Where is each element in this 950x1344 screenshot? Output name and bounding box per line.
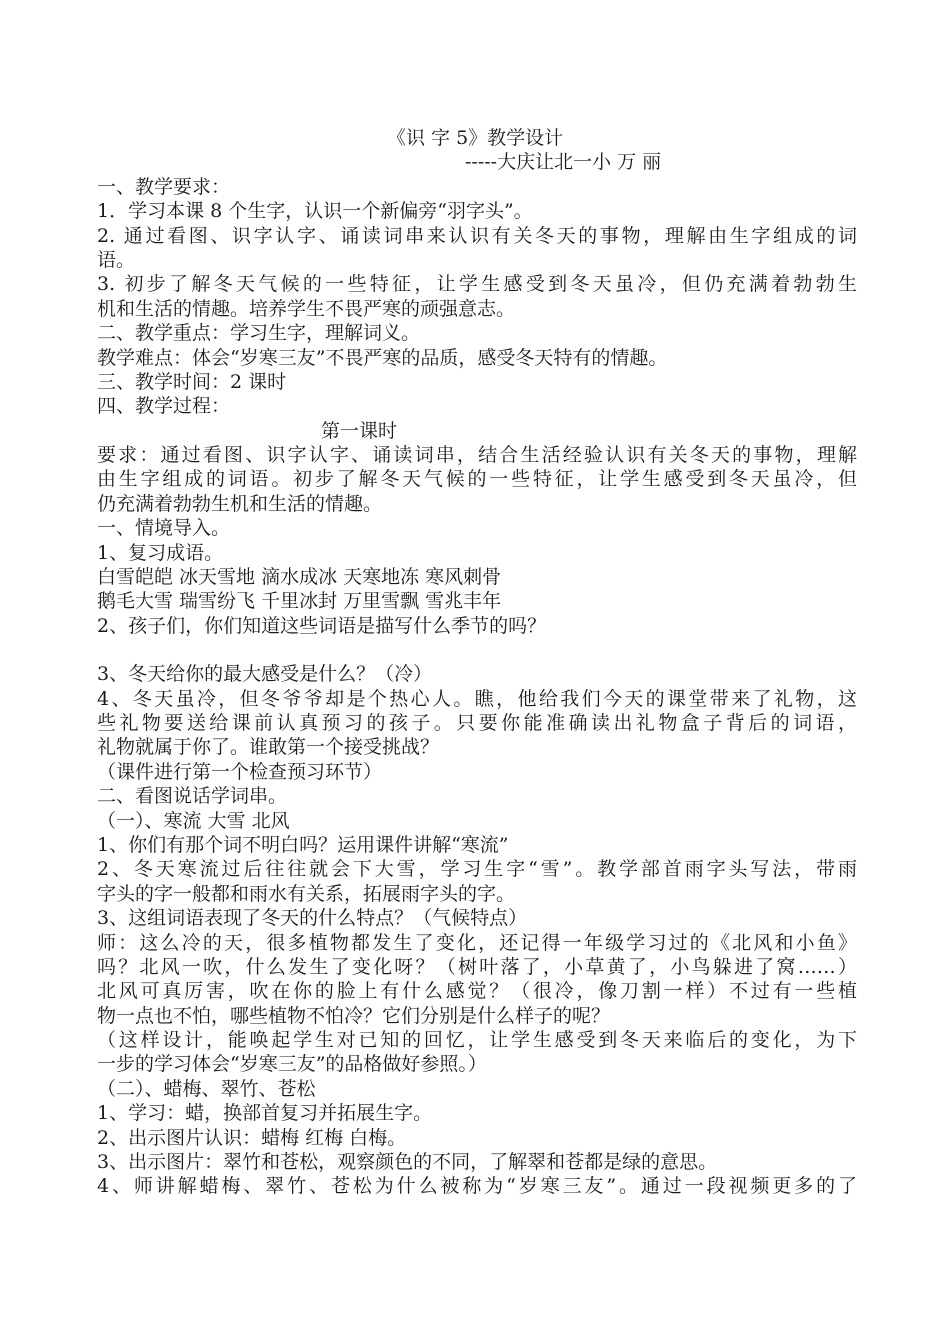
document-body — [97, 126, 857, 1199]
text-line: （这样设计，能唤起学生对已知的回忆，让学生感受到冬天来临后的变化，为下 — [97, 1029, 857, 1052]
text-line: 2. 通过看图、识字认字、诵读词串来认识有关冬天的事物，理解由生字组成的词 — [97, 224, 857, 247]
subsection-heading: （二）、蜡梅、翠竹、苍松 — [97, 1077, 316, 1100]
text-line: 1、你们有那个词不明白吗？运用课件讲解“寒流” — [97, 833, 509, 856]
text-line: 1、复习成语。 — [97, 541, 224, 564]
subsection-heading: （一）、寒流 大雪 北风 — [97, 809, 290, 832]
text-line: 2、孩子们，你们知道这些词语是描写什么季节的吗？ — [97, 614, 547, 637]
text-line: 吗？北风一吹，什么发生了变化呀？（树叶落了，小草黄了，小鸟躲进了窝……） — [97, 955, 857, 978]
text-line: 北风可真厉害，吹在你的脸上有什么感觉？（很冷，像刀割一样）不过有一些植 — [97, 980, 857, 1003]
text-line: 一步的学习体会“岁寒三友”的品格做好参照。） — [97, 1053, 487, 1076]
blank-line — [97, 638, 857, 662]
text-line: 要求：通过看图、识字认字、诵读词串，结合生活经验认识有关冬天的事物，理解 — [97, 444, 857, 467]
section-heading: 四、教学过程： — [97, 395, 231, 418]
text-line: 4、师讲解蜡梅、翠竹、苍松为什么被称为“岁寒三友”。通过一段视频更多的了 — [97, 1175, 857, 1198]
text-line: 3. 初步了解冬天气候的一些特征，让学生感受到冬天虽冷，但仍充满着勃勃生 — [97, 273, 857, 296]
text-line: 3、出示图片：翠竹和苍松，观察颜色的不同，了解翠和苍都是绿的意思。 — [97, 1151, 718, 1174]
text-line: 机和生活的情趣。培养学生不畏严寒的顽强意志。 — [97, 297, 516, 320]
lesson-heading: 第一课时 — [321, 419, 398, 442]
section-heading: 一、教学要求： — [97, 175, 231, 198]
text-line: 1、学习：蜡，换部首复习并拓展生字。 — [97, 1102, 433, 1125]
section-heading: 二、看图说话学词串。 — [97, 785, 288, 808]
text-line: 语。 — [97, 248, 136, 271]
text-line: 3、这组词语表现了冬天的什么特点？（气候特点） — [97, 907, 528, 930]
text-line: 字头的字一般都和雨水有关系，拓展雨字头的字。 — [97, 882, 516, 905]
document-title: 《识 字 5》教学设计 — [387, 127, 564, 149]
text-line: 仍充满着勃勃生机和生活的情趣。 — [97, 492, 383, 515]
text-line: 些礼物要送给课前认真预习的孩子。只要你能准确读出礼物盒子背后的词语， — [97, 711, 857, 734]
text-line: 3、冬天给你的最大感受是什么？（冷） — [97, 663, 433, 686]
text-line: 2、冬天寒流过后往往就会下大雪，学习生字“雪”。教学部首雨字头写法，带雨 — [97, 858, 857, 881]
text-line: 物一点也不怕，哪些植物不怕冷？它们分别是什么样子的呢？ — [97, 1004, 611, 1027]
text-line: 师：这么冷的天，很多植物都发生了变化，还记得一年级学习过的《北风和小鱼》 — [97, 931, 857, 954]
text-line: 2、出示图片认识：蜡梅 红梅 白梅。 — [97, 1126, 407, 1149]
text-line: 4、冬天虽冷，但冬爷爷却是个热心人。瞧，他给我们今天的课堂带来了礼物，这 — [97, 687, 857, 710]
text-line: 礼物就属于你了。谁敢第一个接受挑战？ — [97, 736, 440, 759]
text-line: 由生字组成的词语。初步了解冬天气候的一些特征，让学生感受到冬天虽冷，但 — [97, 468, 857, 491]
idiom-line: 白雪皑皑 冰天雪地 滴水成冰 天寒地冻 寒风刺骨 — [97, 566, 502, 589]
section-heading: 三、教学时间：2 课时 — [97, 370, 287, 393]
section-heading: 二、教学重点：学习生字，理解词义。 — [97, 322, 421, 345]
idiom-line: 鹅毛大雪 瑞雪纷飞 千里冰封 万里雪飘 雪兆丰年 — [97, 590, 502, 613]
text-line: 教学难点：体会“岁寒三友”不畏严寒的品质，感受冬天特有的情趣。 — [97, 346, 668, 369]
section-heading: 一、情境导入。 — [97, 517, 231, 540]
text-line: 1．学习本课 8 个生字，认识一个新偏旁“羽字头”。 — [97, 200, 533, 223]
author-line: -----大庆让北一小 万 丽 — [465, 151, 662, 174]
text-line: （课件进行第一个检查预习环节） — [97, 760, 383, 783]
